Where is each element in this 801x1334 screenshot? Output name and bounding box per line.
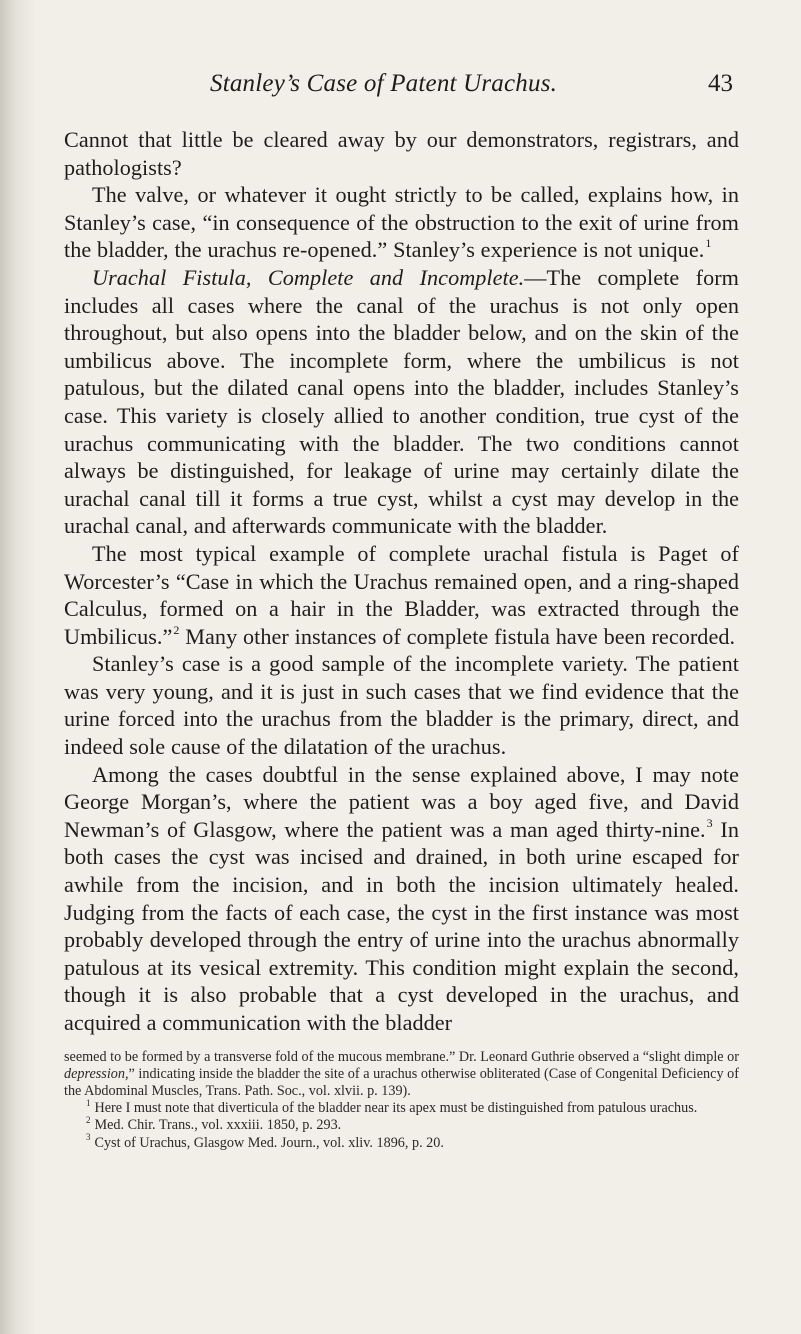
footnote-continued-text-b: ” indicating inside the bladder the site of a urachus otherwise obliterated (Case of Congenital Deficiency of the Abdominal Muscles, Trans. Path. Soc., vol. xlvii. p. 139). <box>64 1065 739 1099</box>
footnote-ref-2: 2 <box>173 622 180 637</box>
paragraph-5-text: Stanley’s case is a good sample of the incomplete variety. The patient was very young, and it is just in such cases that we find evidence that the urine forced into the urachus from the bladder is the primary, direct, and indeed sole cause of the dilatation of the urachus. <box>64 651 739 760</box>
section-heading-urachal-fistula: Urachal Fistula, Complete and Incomplete. <box>92 264 525 290</box>
body-text <box>64 126 739 1037</box>
paragraph-1-text: Cannot that little be cleared away by our demonstrators, registrars, and pathologists? <box>64 127 739 180</box>
footnotes <box>64 1049 739 1152</box>
paragraph-4 <box>64 540 739 650</box>
paragraph-6 <box>64 761 739 1037</box>
footnote-continued-italic: depression, <box>64 1065 129 1082</box>
footnote-2-text: Med. Chir. Trans., vol. xxxiii. 1850, p. 293. <box>94 1117 342 1134</box>
paragraph-5 <box>64 650 739 760</box>
footnote-continued <box>64 1049 739 1101</box>
paragraph-2-text: The valve, or whatever it ought strictly to be called, explains how, in Stanley’s case, “in consequence of the obstruction to the exit of urine from the bladder, the urachus re-opened.” Stanley’s experience is not unique. <box>64 182 739 263</box>
paragraph-3-text: —The complete form includes all cases where the canal of the urachus is not only open throughout, but also opens into the bladder below, and on the skin of the umbilicus above. The incomplete form, where the umbilicus is not patulous, but the dilated canal opens into the bladder, includes Stanley’s case. This variety is closely allied to another condition, true cyst of the urachus communicating with the bladder. The two conditions cannot always be distinguished, for leakage of urine may certainly dilate the urachal canal till it forms a true cyst, whilst a cyst may develop in the urachal canal, and afterwards communicate with the bladder. <box>64 264 739 539</box>
footnote-2 <box>64 1117 739 1134</box>
footnote-1-mark: 1 <box>86 1097 91 1108</box>
paragraph-6-text-b: In both cases the cyst was incised and drained, in both urine escaped for awhile from the incision, and in both the incision ultimately healed. Judging from the facts of each case, the cyst in the first instance was most probably developed through the entry of urine into the urachus abnormally patulous at its vesical extremity. This condition might explain the second, though it is also probable that a cyst developed in the urachus, and acquired a communication with the bladder <box>64 816 740 1035</box>
footnote-2-mark: 2 <box>86 1115 91 1126</box>
paragraph-1 <box>64 126 739 181</box>
footnote-3-mark: 3 <box>86 1132 91 1143</box>
footnote-1 <box>64 1097 739 1117</box>
paragraph-2 <box>64 181 739 264</box>
running-title: Stanley’s Case of Patent Urachus. <box>210 70 558 97</box>
page-number: 43 <box>708 70 733 97</box>
footnote-ref-3: 3 <box>706 815 713 830</box>
footnote-continued-text-a: seemed to be formed by a transverse fold of the mucous membrane.” Dr. Leonard Guthrie observed a “slight dimple or <box>64 1048 739 1065</box>
paragraph-3 <box>64 264 739 540</box>
paragraph-6-text-a: Among the cases doubtful in the sense explained above, I may note George Morgan’s, where the patient was a boy aged five, and David Newman’s of Glasgow, where the patient was a man aged thirty-nine. <box>64 761 739 842</box>
footnote-3-text: Cyst of Urachus, Glasgow Med. Journ., vol. xliv. 1896, p. 20. <box>94 1134 444 1151</box>
paragraph-4-text-b: Many other instances of complete fistula have been recorded. <box>179 623 736 649</box>
footnote-3 <box>64 1132 739 1152</box>
paragraph-4-text-a: The most typical example of complete urachal fistula is Paget of Worcester’s “Case in which the Urachus remained open, and a ring-shaped Calculus, formed on a hair in the Bladder, was extracted through the Umbilicus.” <box>64 540 739 649</box>
footnote-ref-1: 1 <box>705 236 712 251</box>
footnote-1-text: Here I must note that diverticula of the bladder near its apex must be distinguished from patulous urachus. <box>94 1100 698 1117</box>
running-head <box>64 70 739 112</box>
